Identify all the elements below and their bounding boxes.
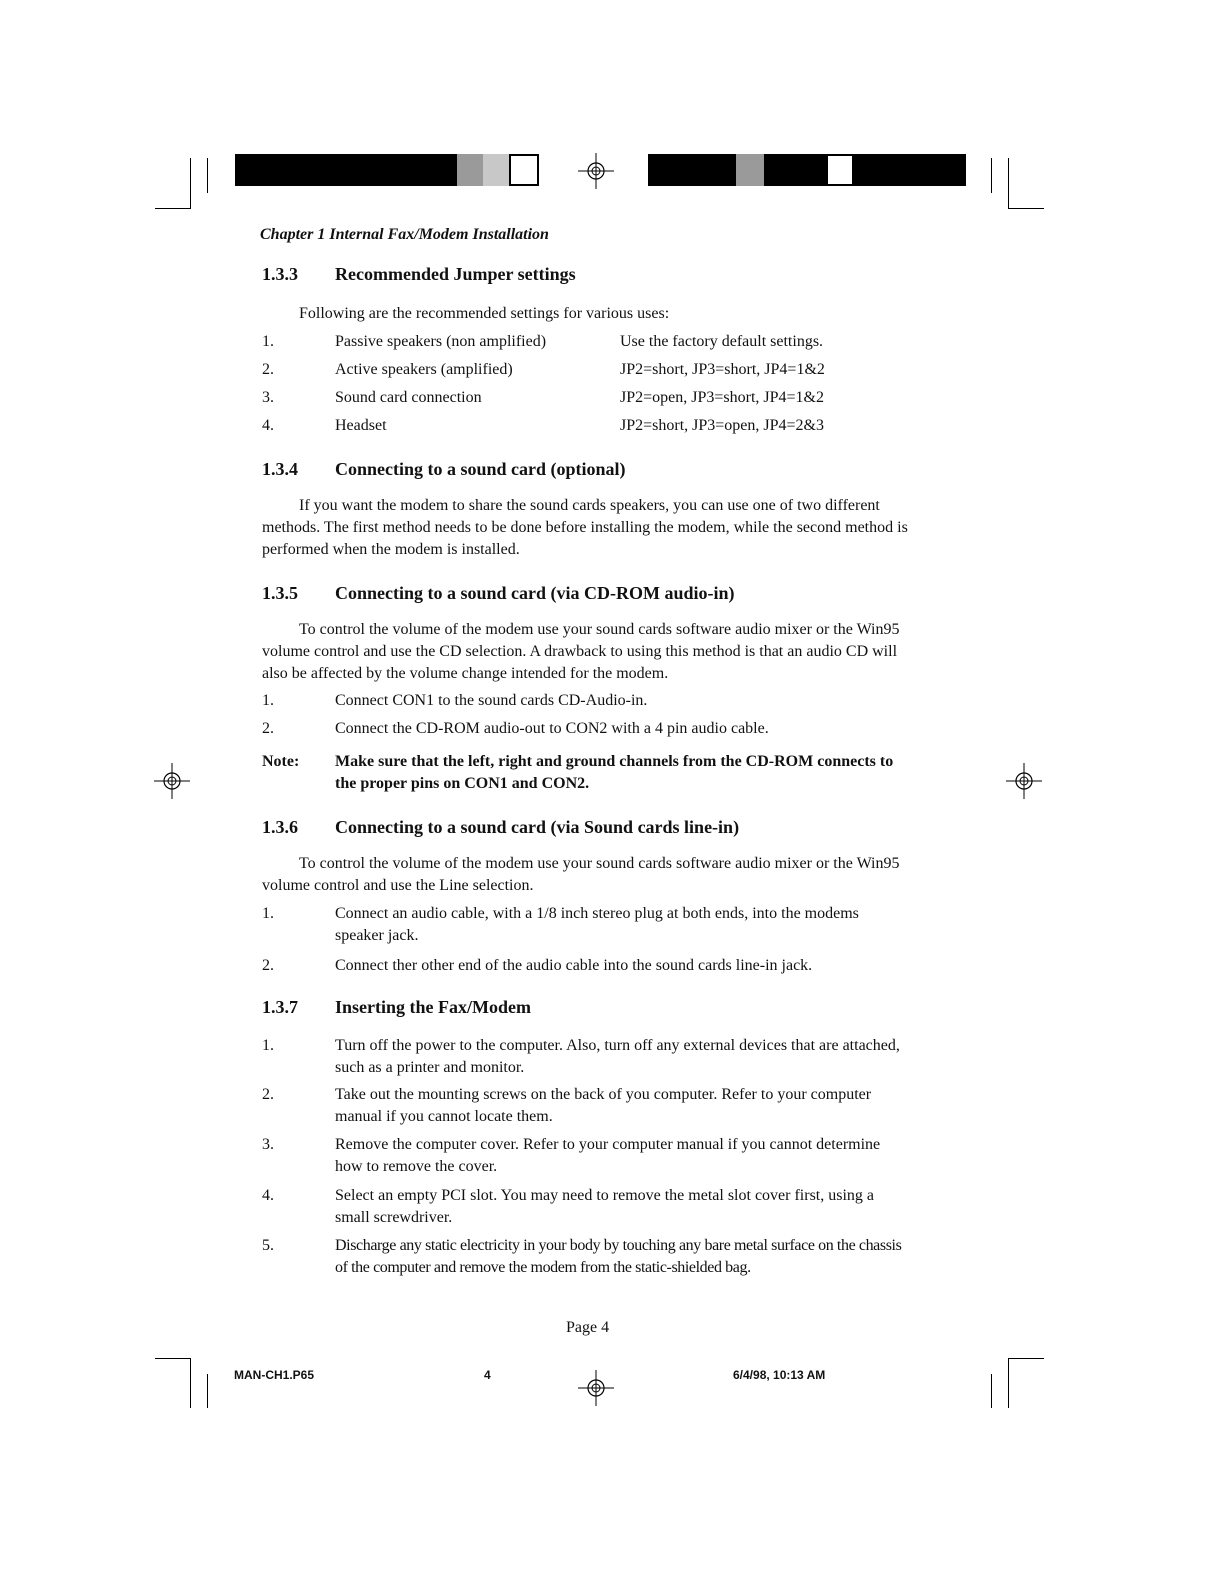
list-item: Take out the mounting screws on the back of you computer. Refer to your computer manual if you cannot locate them. xyxy=(335,1086,872,1125)
section-number-1-3-7: 1.3.7 xyxy=(262,997,298,1017)
list-item: Turn off the power to the computer. Also, turn off any external devices that are attached, such as a printer and monitor. xyxy=(335,1037,900,1076)
list-number: 2. xyxy=(262,957,274,974)
list-item: Remove the computer cover. Refer to your computer manual if you cannot determine how to remove the cover. xyxy=(335,1136,881,1175)
jumper-use: Headset xyxy=(335,417,387,434)
registration-mark-right-icon xyxy=(1006,763,1042,799)
list-item: Connect ther other end of the audio cable into the sound cards line-in jack. xyxy=(335,957,813,974)
list-number: 2. xyxy=(262,361,274,378)
footer-filename: MAN-CH1.P65 xyxy=(234,1368,315,1382)
jumper-setting: JP2=short, JP3=short, JP4=1&2 xyxy=(620,361,825,378)
jumper-use: Sound card connection xyxy=(335,389,482,406)
section-title-1-3-7: Inserting the Fax/Modem xyxy=(335,997,531,1017)
list-number: 5. xyxy=(262,1237,274,1254)
registration-mark-top-icon xyxy=(578,153,614,189)
list-number: 1. xyxy=(262,333,274,350)
list-number: 1. xyxy=(262,905,274,922)
page-label: Page 4 xyxy=(566,1319,610,1336)
section-paragraph-1-3-4: If you want the modem to share the sound cards speakers, you can use one of two different methods. The first method needs to be done before installing the modem, while the second method is performed when the modem is installed. xyxy=(262,497,908,558)
list-number: 3. xyxy=(262,389,274,406)
list-item: Select an empty PCI slot. You may need to remove the metal slot cover first, using a small screwdriver. xyxy=(335,1187,875,1226)
section-number-1-3-4: 1.3.4 xyxy=(262,459,298,479)
crop-mark-top-left xyxy=(155,150,215,215)
section-number-1-3-6: 1.3.6 xyxy=(262,817,298,837)
jumper-intro: Following are the recommended settings for various uses: xyxy=(299,305,670,322)
jumper-setting: Use the factory default settings. xyxy=(620,333,824,350)
list-number: 2. xyxy=(262,1086,274,1103)
section-title-1-3-5: Connecting to a sound card (via CD-ROM audio-in) xyxy=(335,583,735,603)
crop-mark-bottom-right xyxy=(988,1350,1048,1412)
section-number-1-3-3: 1.3.3 xyxy=(262,264,298,284)
list-item: Connect CON1 to the sound cards CD-Audio-in. xyxy=(335,692,648,709)
list-number: 3. xyxy=(262,1136,274,1153)
list-number: 1. xyxy=(262,692,274,709)
footer-timestamp: 6/4/98, 10:13 AM xyxy=(733,1368,826,1382)
list-number: 2. xyxy=(262,720,274,737)
section-title-1-3-6: Connecting to a sound card (via Sound cards line-in) xyxy=(335,817,740,837)
list-item: Connect an audio cable, with a 1/8 inch stereo plug at both ends, into the modems speaker jack. xyxy=(335,905,859,944)
note-text: Make sure that the left, right and ground channels from the CD-ROM connects to the proper pins on CON1 and CON2. xyxy=(335,753,894,792)
section-title-1-3-4: Connecting to a sound card (optional) xyxy=(335,459,626,479)
crop-mark-top-right xyxy=(988,150,1048,215)
list-item: Connect the CD-ROM audio-out to CON2 with a 4 pin audio cable. xyxy=(335,720,769,737)
jumper-setting: JP2=short, JP3=open, JP4=2&3 xyxy=(620,417,824,434)
jumper-use: Passive speakers (non amplified) xyxy=(335,333,547,350)
crop-mark-bottom-left xyxy=(155,1350,215,1412)
section-paragraph-1-3-6: To control the volume of the modem use your sound cards software audio mixer or the Win95 volume control and use the Line selection. xyxy=(262,855,900,894)
registration-mark-bottom-icon xyxy=(578,1370,614,1406)
list-number: 4. xyxy=(262,1187,274,1204)
jumper-setting: JP2=open, JP3=short, JP4=1&2 xyxy=(620,389,824,406)
list-number: 1. xyxy=(262,1037,274,1054)
footer-page-number: 4 xyxy=(484,1368,491,1382)
registration-mark-left-icon xyxy=(154,763,190,799)
section-title-1-3-3: Recommended Jumper settings xyxy=(335,264,576,284)
section-number-1-3-5: 1.3.5 xyxy=(262,583,298,603)
jumper-use: Active speakers (amplified) xyxy=(335,361,513,378)
color-bar-left xyxy=(235,154,545,186)
color-bar-right xyxy=(648,154,966,186)
list-number: 4. xyxy=(262,417,274,434)
list-item: Discharge any static electricity in your body by touching any bare metal surface on the chassis of the computer and remove the modem from the static-shielded bag. xyxy=(335,1237,902,1276)
note-label: Note: xyxy=(262,753,300,770)
chapter-header: Chapter 1 Internal Fax/Modem Installation xyxy=(260,226,549,243)
section-paragraph-1-3-5: To control the volume of the modem use your sound cards software audio mixer or the Win95 volume control and use the CD selection. A drawback to using this method is that an audio CD will also be affected by the volume change intended for the modem. xyxy=(262,621,900,682)
